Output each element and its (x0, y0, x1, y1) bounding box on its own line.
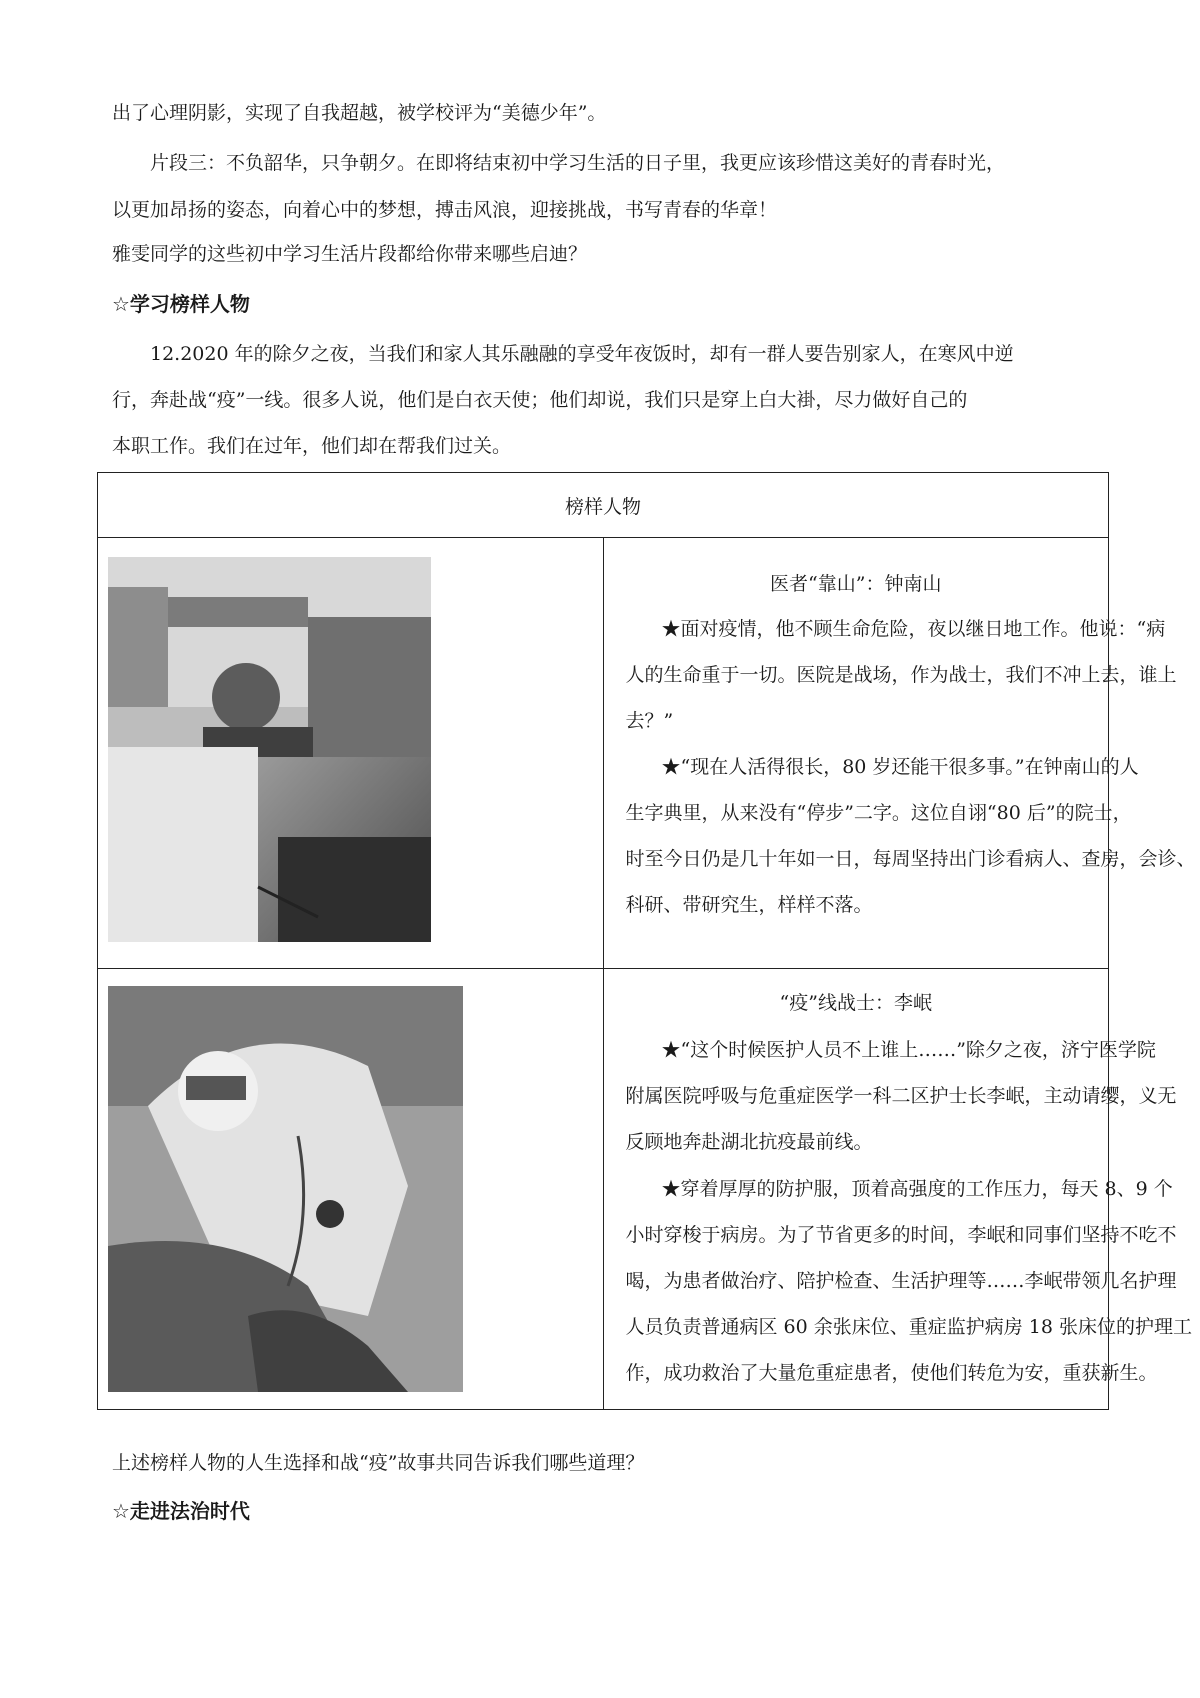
section-heading-role-models: ☆学习榜样人物 (112, 292, 250, 316)
cell-text-line: 时至今日仍是几十年如一日，每周坚持出门诊看病人、查房，会诊、 (625, 848, 1196, 870)
photo-zhong-nanshan (108, 557, 431, 942)
intro-line: 片段三：不负韶华，只争朝夕。在即将结束初中学习生活的日子里，我更应该珍惜这美好的青春时光， (150, 152, 1006, 174)
cell-text-line: ★穿着厚厚的防护服，顶着高强度的工作压力，每天 8、9 个 (661, 1178, 1173, 1200)
photo-cell (98, 538, 604, 969)
intro-line: 以更加昂扬的姿态，向着心中的梦想，搏击风浪，迎接挑战，书写青春的华章！ (112, 199, 778, 221)
role-model-title: 医者“靠山”：钟南山 (770, 573, 942, 595)
cell-text-line: ★“现在人活得很长，80 岁还能干很多事。”在钟南山的人 (661, 756, 1139, 778)
role-model-title: “疫”线战士：李岷 (779, 992, 932, 1014)
role-model-table (97, 472, 1196, 1410)
cell-text-line: 反顾地奔赴湖北抗疫最前线。 (625, 1131, 873, 1153)
cell-text-line: 喝，为患者做治疗、陪护检查、生活护理等……李岷带领几名护理 (625, 1270, 1177, 1292)
question-12-line: 本职工作。我们在过年，他们却在帮我们过关。 (112, 435, 512, 457)
cell-text-line: 生字典里，从来没有“停步”二字。这位自诩“80 后”的院士， (625, 802, 1132, 824)
photo-li-min (108, 986, 463, 1392)
question-12-line: 行，奔赴战“疫”一线。很多人说，他们是白衣天使；他们却说，我们只是穿上白大褂，尽力做好自己的 (112, 389, 968, 411)
cell-text-line: ★“这个时候医护人员不上谁上……”除夕之夜，济宁医学院 (661, 1039, 1156, 1061)
cell-text-line: 去？” (625, 710, 674, 732)
intro-line: 雅雯同学的这些初中学习生活片段都给你带来哪些启迪？ (112, 243, 588, 265)
intro-line: 出了心理阴影，实现了自我超越，被学校评为“美德少年”。 (112, 102, 607, 124)
cell-text-line: 小时穿梭于病房。为了节省更多的时间，李岷和同事们坚持不吃不 (625, 1224, 1177, 1246)
cell-text-line: 人员负责普通病区 60 余张床位、重症监护病房 18 张床位的护理工 (625, 1316, 1193, 1338)
cell-text-line: 人的生命重于一切。医院是战场，作为战士，我们不冲上去，谁上 (625, 664, 1177, 686)
section-heading-rule-of-law: ☆走进法治时代 (112, 1499, 250, 1523)
table-header: 榜样人物 (98, 473, 1109, 538)
question-12-line: 12.2020 年的除夕之夜，当我们和家人其乐融融的享受年夜饭时，却有一群人要告别家人，在寒风中逆 (150, 343, 1014, 365)
cell-text-line: ★面对疫情，他不顾生命危险，夜以继日地工作。他说：“病 (661, 618, 1166, 640)
cell-text-line: 作，成功救治了大量危重症患者，使他们转危为安，重获新生。 (625, 1362, 1158, 1384)
question-after-table: 上述榜样人物的人生选择和战“疫”故事共同告诉我们哪些道理？ (112, 1452, 645, 1474)
text-cell-li-min (603, 969, 1193, 1410)
cell-text-line: 附属医院呼吸与危重症医学一科二区护士长李岷，主动请缨，义无 (625, 1085, 1177, 1107)
text-cell-zhong-nanshan (603, 538, 1196, 969)
photo-cell (98, 969, 604, 1410)
cell-text-line: 科研、带研究生，样样不落。 (625, 894, 873, 916)
